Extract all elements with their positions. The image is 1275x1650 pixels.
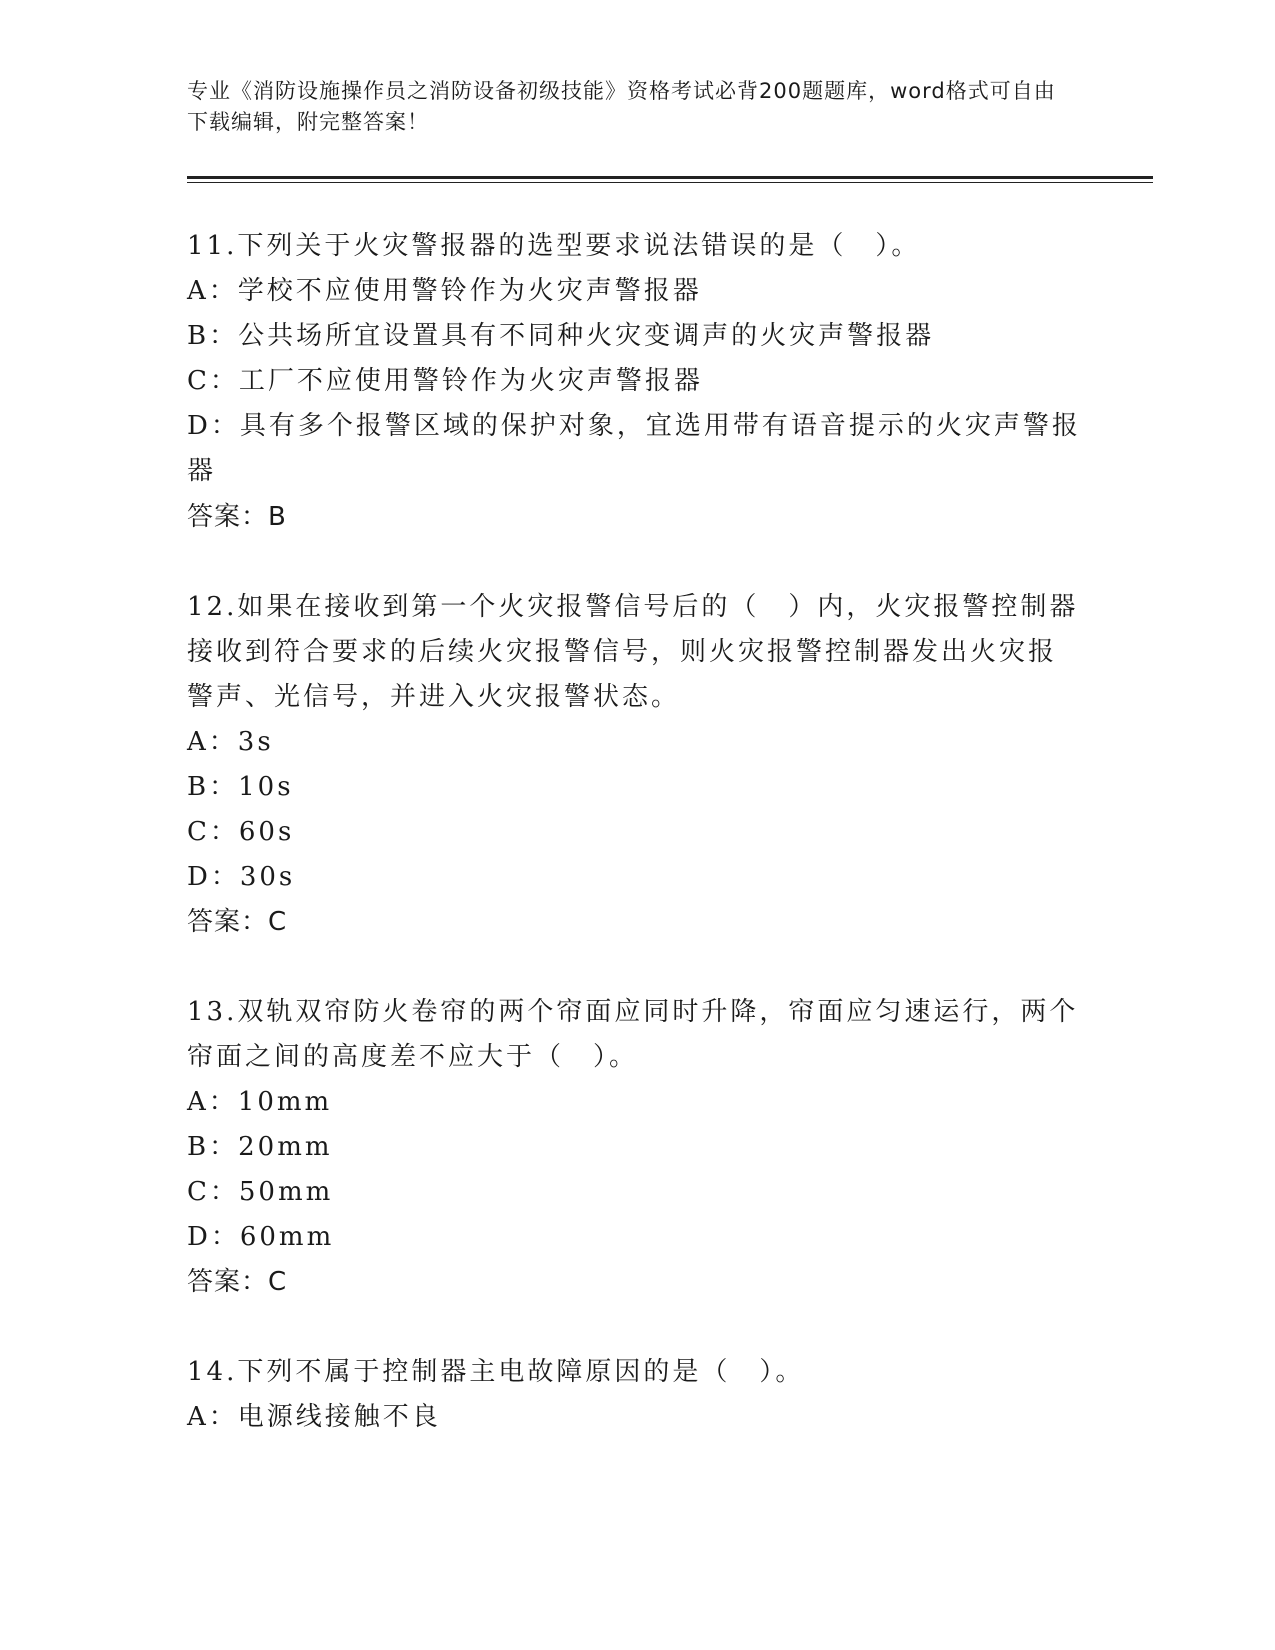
question-13-option-a: A：10mm (187, 1087, 333, 1117)
question-12-option-b: B：10s (187, 772, 294, 802)
question-11-option-d: D：具有多个报警区域的保护对象，宜选用带有语音提示的火灾声警报 (187, 411, 1081, 441)
question-11-stem: 11.下列关于火灾警报器的选型要求说法错误的是（ ）。 (187, 231, 921, 261)
document-intro: 专业《消防设施操作员之消防设备初级技能》资格考试必背200题题库，word格式可自由下载编辑，附完整答案！ (187, 79, 1056, 134)
question-11-option-c: C：工厂不应使用警铃作为火灾声警报器 (187, 366, 703, 396)
header-divider-thin (187, 182, 1153, 183)
question-14-stem: 14.下列不属于控制器主电故障原因的是（ ）。 (187, 1357, 805, 1387)
question-11-answer: 答案：B (187, 502, 287, 532)
question-12-stem-line-2: 接收到符合要求的后续火灾报警信号，则火灾报警控制器发出火灾报 (187, 637, 1058, 667)
question-13-stem-line-1: 13.双轨双帘防火卷帘的两个帘面应同时升降，帘面应匀速运行，两个 (187, 997, 1079, 1027)
question-12-option-d: D：30s (187, 862, 296, 892)
question-13-option-d: D：60mm (187, 1222, 335, 1252)
question-12-option-c: C：60s (187, 817, 295, 847)
question-13-option-b: B：20mm (187, 1132, 333, 1162)
question-13-stem-line-2: 帘面之间的高度差不应大于（ ）。 (187, 1042, 639, 1072)
question-14-option-a: A：电源线接触不良 (187, 1402, 441, 1432)
question-12-option-a: A：3s (187, 727, 274, 757)
question-11-option-b: B：公共场所宜设置具有不同种火灾变调声的火灾声警报器 (187, 321, 935, 351)
header-divider-thick (187, 176, 1153, 179)
question-13-answer: 答案：C (187, 1267, 288, 1297)
question-12-stem-line-1: 12.如果在接收到第一个火灾报警信号后的（ ）内，火灾报警控制器 (187, 592, 1079, 622)
question-12-answer: 答案：C (187, 907, 288, 937)
question-12-stem-line-3: 警声、光信号，并进入火灾报警状态。 (187, 682, 681, 712)
question-11-option-d-continued: 器 (187, 456, 217, 486)
question-13-option-c: C：50mm (187, 1177, 334, 1207)
question-11-option-a: A：学校不应使用警铃作为火灾声警报器 (187, 276, 702, 306)
